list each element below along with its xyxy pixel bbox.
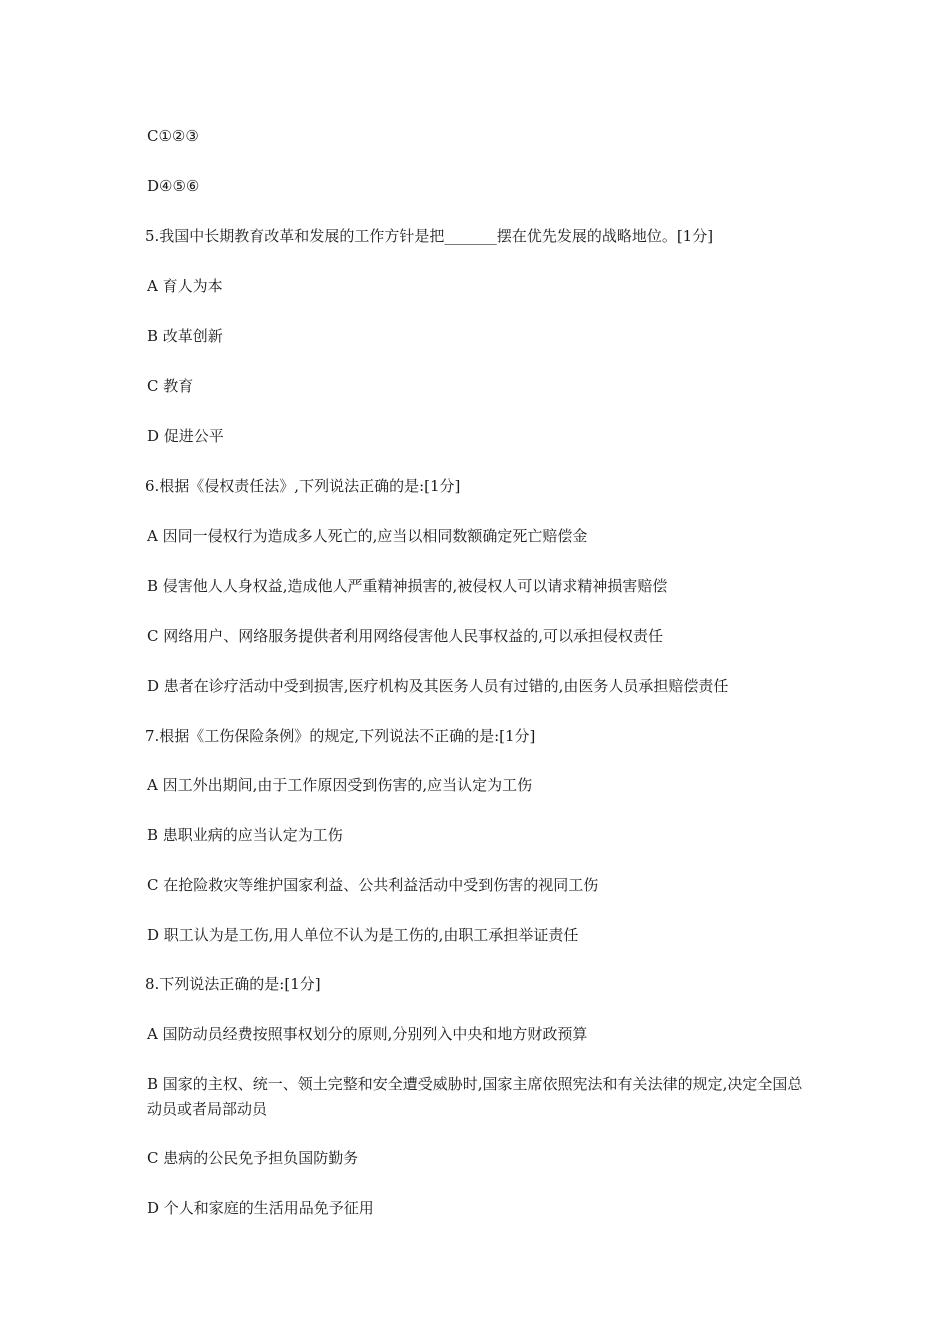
option-8a: A 国防动员经费按照事权划分的原则,分别列入中央和地方财政预算 — [147, 1025, 588, 1043]
option-7c: C 在抢险救灾等维护国家利益、公共利益活动中受到伤害的视同工伤 — [147, 876, 599, 894]
option-6d: D 患者在诊疗活动中受到损害,医疗机构及其医务人员有过错的,由医务人员承担赔偿责任 — [147, 677, 729, 695]
question-7: 7.根据《工伤保险条例》的规定,下列说法不正确的是:[1分] — [145, 727, 536, 745]
option-7d: D 职工认为是工伤,用人单位不认为是工伤的,由职工承担举证责任 — [147, 926, 579, 944]
option-8b: B 国家的主权、统一、领土完整和安全遭受威胁时,国家主席依照宪法和有关法律的规定,决定全国总动员或者局部动员 — [147, 1075, 803, 1118]
question-8: 8.下列说法正确的是:[1分] — [145, 975, 321, 993]
option-6b: B 侵害他人人身权益,造成他人严重精神损害的,被侵权人可以请求精神损害赔偿 — [147, 577, 668, 595]
option-4c: C①②③ — [147, 127, 199, 145]
option-5a: A 育人为本 — [147, 277, 223, 295]
option-5c: C 教育 — [147, 377, 194, 395]
question-5: 5.我国中长期教育改革和发展的工作方针是把_______摆在优先发展的战略地位。[1分] — [145, 227, 714, 245]
option-5b: B 改革创新 — [147, 327, 223, 345]
option-8c: C 患病的公民免予担负国防勤务 — [147, 1149, 359, 1167]
question-6: 6.根据《侵权责任法》,下列说法正确的是:[1分] — [145, 477, 461, 495]
option-7a: A 因工外出期间,由于工作原因受到伤害的,应当认定为工伤 — [147, 776, 533, 794]
option-6a: A 因同一侵权行为造成多人死亡的,应当以相同数额确定死亡赔偿金 — [147, 527, 588, 545]
option-5d: D 促进公平 — [147, 427, 224, 445]
option-8d: D 个人和家庭的生活用品免予征用 — [147, 1199, 374, 1217]
option-6c: C 网络用户、网络服务提供者利用网络侵害他人民事权益的,可以承担侵权责任 — [147, 627, 664, 645]
option-4d: D④⑤⑥ — [147, 177, 200, 195]
option-7b: B 患职业病的应当认定为工伤 — [147, 826, 343, 844]
